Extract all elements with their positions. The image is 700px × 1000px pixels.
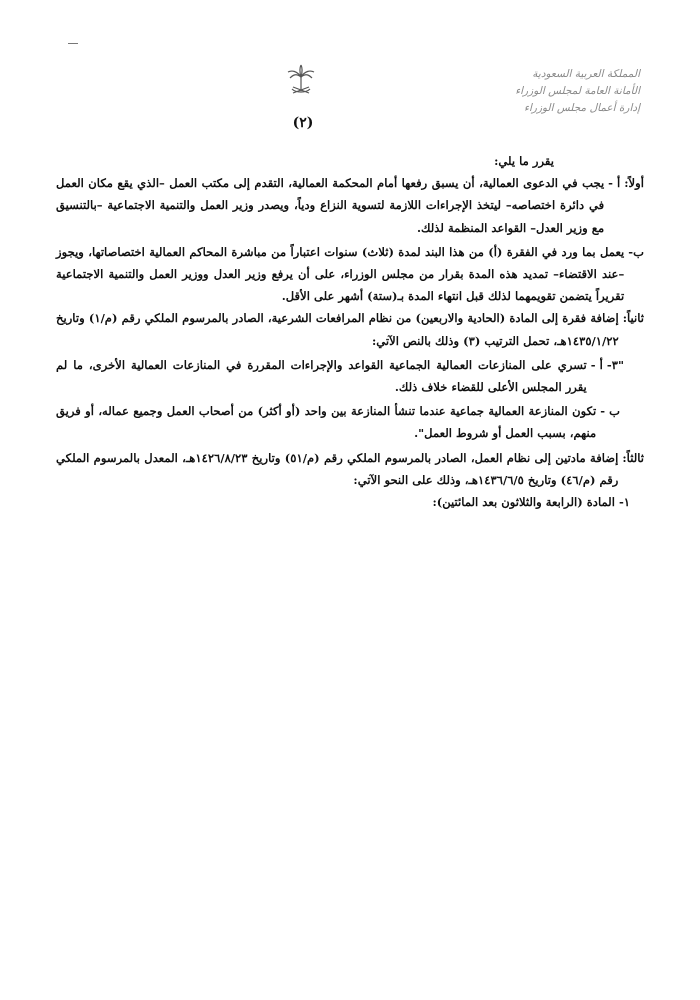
clause-first-b bbox=[56, 241, 644, 308]
clause-first-a bbox=[56, 172, 644, 239]
clause-label: ١- bbox=[618, 495, 630, 510]
intro-text: يقرر ما يلي: bbox=[494, 154, 554, 168]
clause-text: تسري على المنازعات العمالية الجماعية القواعد والإجراءات المقررة في المنازعات العمالية الأخرى، ما لم يقرر المجلس الأعلى للقضاء خلاف ذلك. bbox=[56, 357, 587, 395]
scan-mark bbox=[68, 43, 78, 44]
palm-tree-emblem-icon bbox=[284, 63, 318, 99]
page-number: (٢) bbox=[292, 115, 314, 131]
header-line: الأمانة العامة لمجلس الوزراء bbox=[515, 85, 640, 97]
clause-text: إضافة مادتين إلى نظام العمل، الصادر بالمرسوم الملكي رقم (م/٥١) وتاريخ ١٤٢٦/٨/٢٣هـ، المعدل بالمرسوم الملكي رقم (م/٤٦) وتاريخ ١٤٣٦/٦/٥هـ، وذلك على النحو الآتي: bbox=[56, 450, 619, 487]
clause-text: يعمل بما ورد في الفقرة (أ) من هذا البند لمدة (ثلاث) سنوات اعتباراً من مباشرة المحاكم العمالية اختصاصاتها، ويجوز –عند الاقتضاء– تمديد هذه المدة بقرار من مجلس الوزراء، على أن يرفع وزير العدل ووزير العمل والتنمية الاجتماعية تقريراً يتضمن تقويمهما لذلك قبل انتهاء المدة بـ(ستة) أشهر على الأقل. bbox=[56, 244, 625, 304]
clause-label: ثانياً: bbox=[622, 311, 644, 326]
header-line: إدارة أعمال مجلس الوزراء bbox=[524, 102, 640, 114]
clause-text: المادة (الرابعة والثلاثون بعد المائتين): bbox=[432, 495, 615, 510]
clause-third bbox=[56, 447, 644, 491]
clause-label: "٣- أ - bbox=[590, 357, 624, 372]
clause-label: ثالثاً: bbox=[622, 450, 644, 465]
clause-second-b bbox=[56, 400, 644, 444]
clause-second-a bbox=[56, 354, 644, 398]
clause-text: إضافة فقرة إلى المادة (الحادية والاربعين) من نظام المرافعات الشرعية، الصادر بالمرسوم الملكي رقم (م/١) وتاريخ ١٤٣٥/١/٢٢هـ، تحمل الترتيب (٣) وذلك بالنص الآتي: bbox=[56, 311, 619, 348]
ministry-header bbox=[440, 66, 640, 117]
decision-body bbox=[56, 150, 644, 513]
clause-second bbox=[56, 307, 644, 351]
clause-text: تكون المنازعة العمالية جماعية عندما تنشأ المنازعة بين واحد (أو أكثر) من أصحاب العمل وجميع عماله، أو فريق منهم، بسبب العمل أو شروط العمل". bbox=[56, 404, 597, 441]
clause-label: أولاً: أ - bbox=[608, 176, 644, 191]
clause-third-1 bbox=[56, 491, 644, 513]
header-line: المملكة العربية السعودية bbox=[532, 68, 640, 80]
clause-label: ب - bbox=[600, 404, 620, 419]
clause-text: يجب في الدعوى العمالية، أن يسبق رفعها أمام المحكمة العمالية، التقدم إلى مكتب العمل –الذي يقع مكان العمل في دائرة اختصاصه– ليتخذ الإجراءات اللازمة لتسوية النزاع ودياً، ويصدر وزير العمل والتنمية الاجتماعية –بالتنسيق مع وزير العدل– القواعد المنظمة لذلك. bbox=[56, 176, 605, 235]
clause-label: ب- bbox=[628, 244, 644, 259]
